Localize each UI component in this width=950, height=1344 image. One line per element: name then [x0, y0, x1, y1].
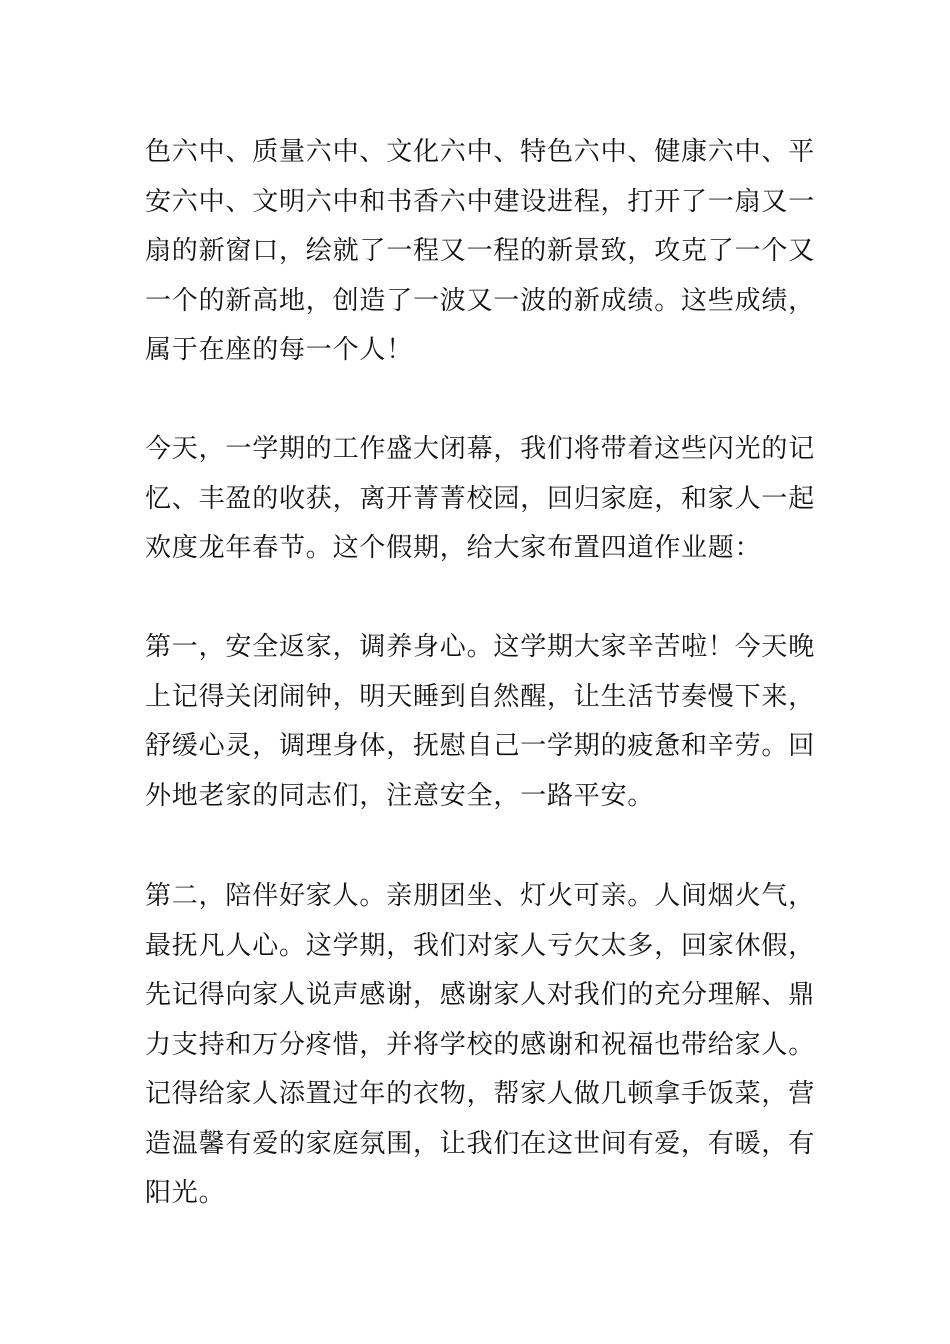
text-line: 色六中、质量六中、文化六中、特色六中、健康六中、平	[145, 137, 816, 167]
text-line: 今天，一学期的工作盛大闭幕，我们将带着这些闪光的记	[145, 434, 816, 464]
text-line: 扇的新窗口，绘就了一程又一程的新景致，攻克了一个又	[145, 236, 816, 266]
text-line: 记得给家人添置过年的衣物，帮家人做几顿拿手饭菜，营	[145, 1079, 816, 1109]
paragraph-assignment-one	[145, 623, 815, 821]
text-line: 上记得关闭闹钟，明天睡到自然醒，让生活节奏慢下来，	[145, 681, 816, 712]
text-line: 第一，安全返家，调养身心。这学期大家辛苦啦！今天晚	[145, 632, 816, 662]
text-line: 忆、丰盈的收获，离开菁菁校园，回归家庭，和家人一起	[145, 483, 816, 514]
text-line: 最抚凡人心。这学期，我们对家人亏欠太多，回家休假，	[145, 930, 816, 961]
paragraph-assignment-two	[145, 872, 815, 1219]
text-line: 力支持和万分疼惜，并将学校的感谢和祝福也带给家人。	[145, 1029, 816, 1060]
text-line: 阳光。	[145, 1178, 226, 1208]
text-line: 属于在座的每一个人！	[145, 335, 414, 365]
text-line: 安六中、文明六中和书香六中建设进程，打开了一扇又一	[145, 186, 816, 217]
text-line: 外地老家的同志们，注意安全，一路平安。	[145, 780, 655, 811]
paragraph-semester-closing	[145, 425, 815, 574]
text-line: 第二，陪伴好家人。亲朋团坐、灯火可亲。人间烟火气，	[145, 881, 816, 911]
text-line: 先记得向家人说声感谢，感谢家人对我们的充分理解、鼎	[145, 980, 816, 1010]
paragraph-school-achievements	[145, 128, 815, 376]
text-line: 欢度龙年春节。这个假期，给大家布置四道作业题：	[145, 533, 762, 563]
text-line: 造温馨有爱的家庭氛围，让我们在这世间有爱，有暖，有	[145, 1128, 816, 1159]
text-line: 舒缓心灵，调理身体，抚慰自己一学期的疲惫和辛劳。回	[145, 731, 816, 761]
text-line: 一个的新高地，创造了一波又一波的新成绩。这些成绩，	[145, 285, 816, 316]
